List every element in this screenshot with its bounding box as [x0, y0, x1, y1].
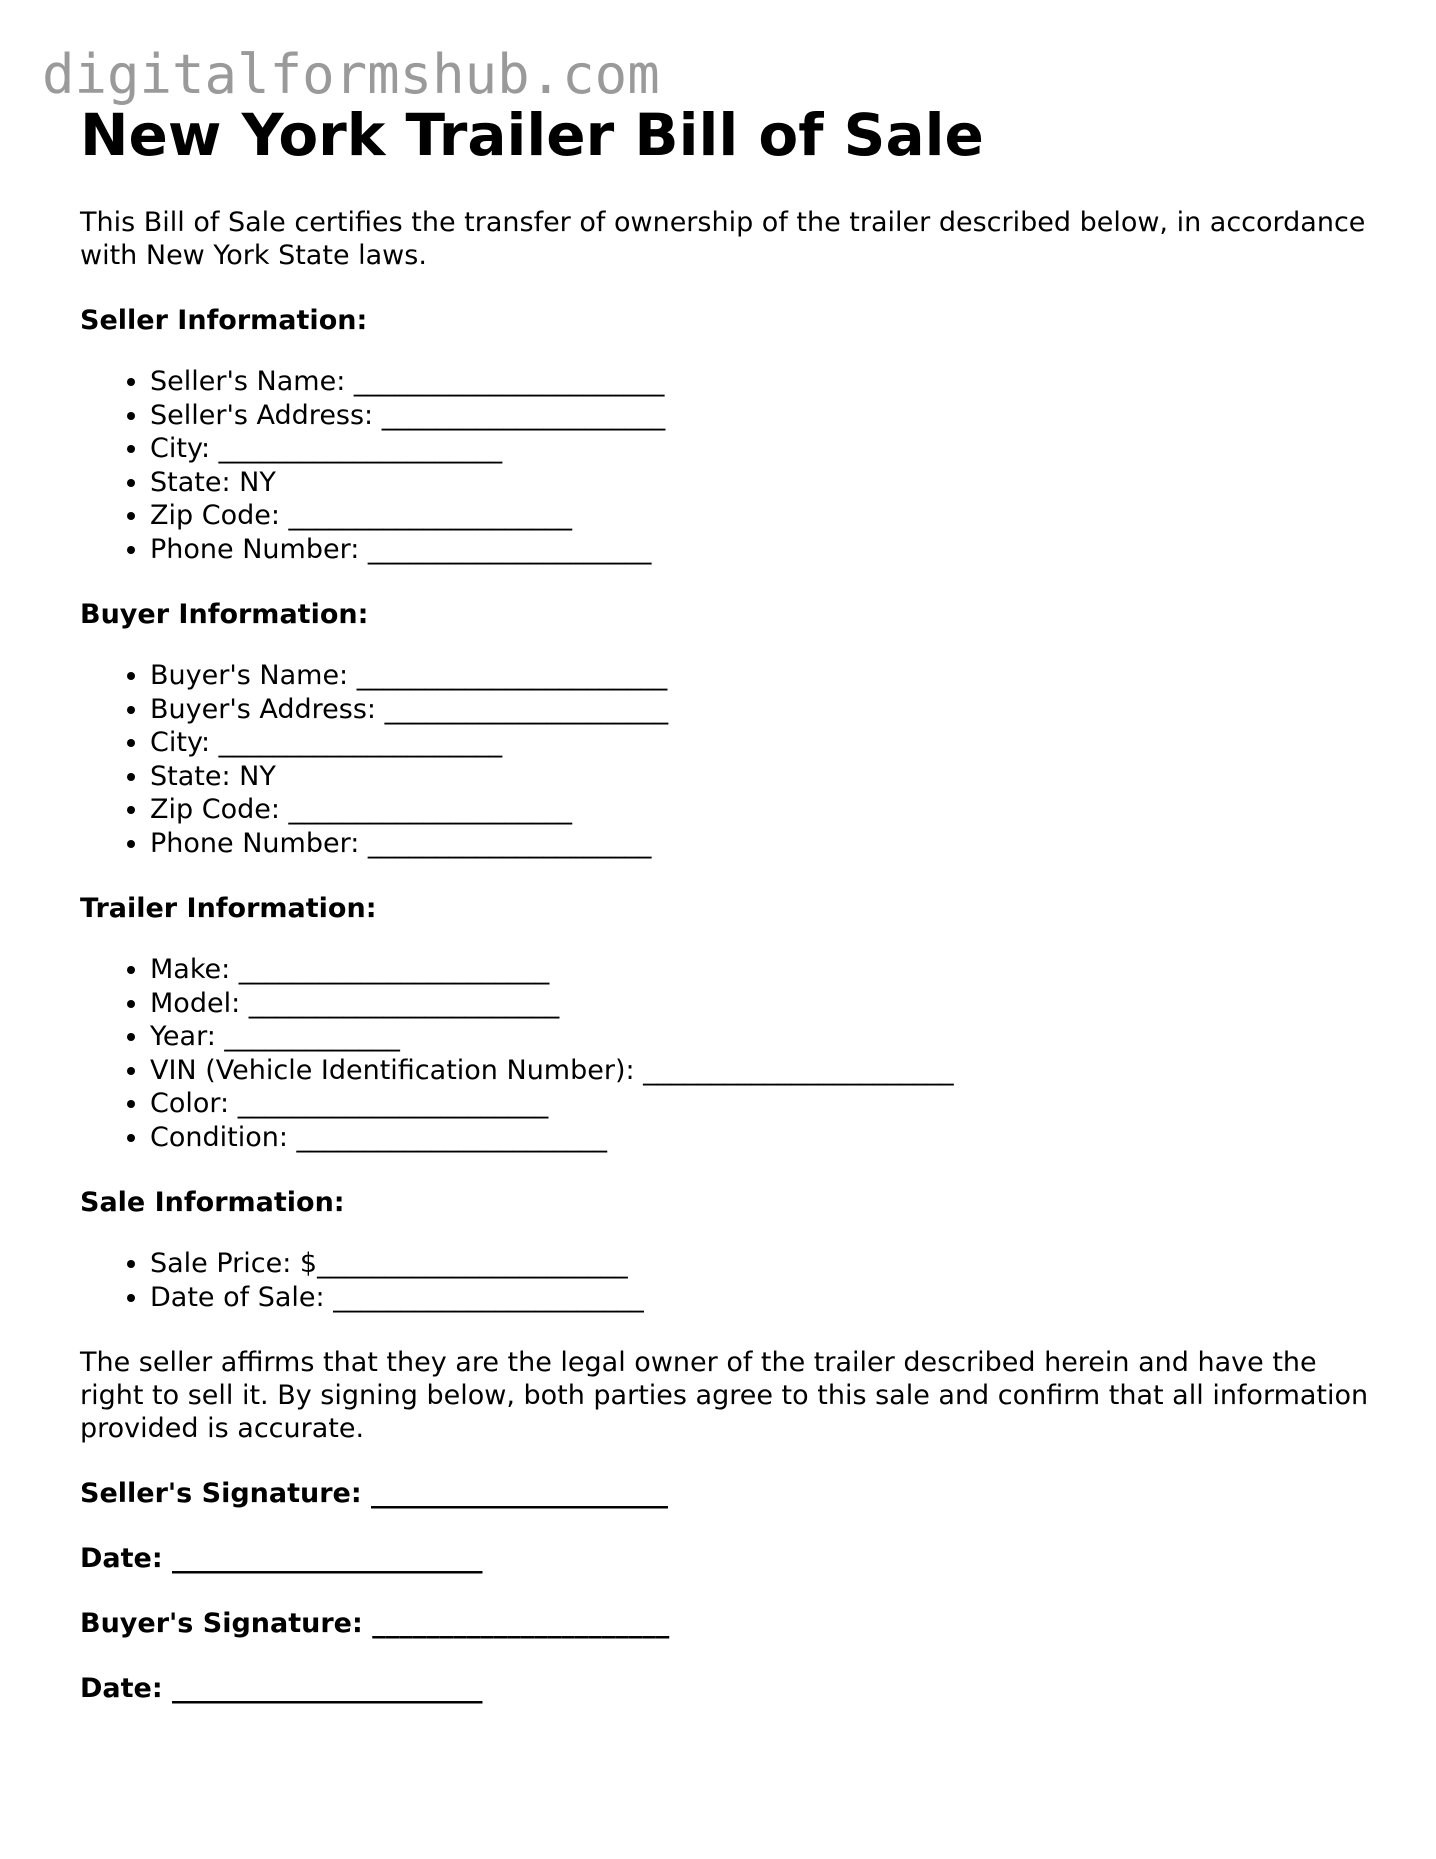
buyer-date-line: Date: _______________________	[80, 1673, 483, 1704]
trailer-model-field: • Model: _______________________	[150, 987, 1370, 1021]
trailer-year-field: • Year: _____________	[150, 1020, 1370, 1054]
seller-signature-line: Seller's Signature: ______________________	[80, 1478, 669, 1509]
buyer-zip-field: • Zip Code: _____________________	[150, 793, 1370, 827]
trailer-vin-field: • VIN (Vehicle Identification Number): _______________________	[150, 1054, 1370, 1088]
buyer-city-field: • City: _____________________	[150, 726, 1370, 760]
sale-date-field: • Date of Sale: _______________________	[150, 1281, 1370, 1315]
buyer-signature-line: Buyer's Signature: ______________________	[80, 1608, 670, 1639]
seller-section-heading: Seller Information:	[80, 305, 368, 336]
trailer-condition-field: • Condition: _______________________	[150, 1121, 1370, 1155]
seller-address-field: • Seller's Address: _____________________	[150, 399, 1370, 433]
buyer-section-heading: Buyer Information:	[80, 599, 369, 630]
buyer-name-field: • Buyer's Name: _______________________	[150, 659, 1370, 693]
trailer-fields-list	[80, 953, 1370, 1154]
closing-paragraph: The seller affirms that they are the legal owner of the trailer described herein and have the right to sell it. By signing below, both parties agree to this sale and confirm that all information provided is accurate.	[80, 1347, 1369, 1444]
buyer-fields-list	[80, 659, 1370, 860]
watermark-text: digitalformshub.com	[42, 43, 660, 106]
sale-price-field: • Sale Price: $_______________________	[150, 1247, 1370, 1281]
trailer-section-heading: Trailer Information:	[80, 893, 377, 924]
buyer-phone-field: • Phone Number: _____________________	[150, 827, 1370, 861]
seller-zip-field: • Zip Code: _____________________	[150, 499, 1370, 533]
document-body	[80, 98, 1370, 1705]
document-title: New York Trailer Bill of Sale	[80, 101, 984, 169]
trailer-color-field: • Color: _______________________	[150, 1087, 1370, 1121]
seller-state-field: • State: NY	[150, 466, 1370, 500]
trailer-make-field: • Make: _______________________	[150, 953, 1370, 987]
seller-city-field: • City: _____________________	[150, 432, 1370, 466]
buyer-state-field: • State: NY	[150, 760, 1370, 794]
seller-fields-list	[80, 365, 1370, 566]
seller-name-field: • Seller's Name: _______________________	[150, 365, 1370, 399]
seller-phone-field: • Phone Number: _____________________	[150, 533, 1370, 567]
seller-date-line: Date: _______________________	[80, 1543, 483, 1574]
intro-paragraph: This Bill of Sale certifies the transfer of ownership of the trailer described below, in accordance with New York State laws.	[80, 207, 1366, 271]
sale-fields-list	[80, 1247, 1370, 1314]
buyer-address-field: • Buyer's Address: _____________________	[150, 693, 1370, 727]
sale-section-heading: Sale Information:	[80, 1187, 345, 1218]
